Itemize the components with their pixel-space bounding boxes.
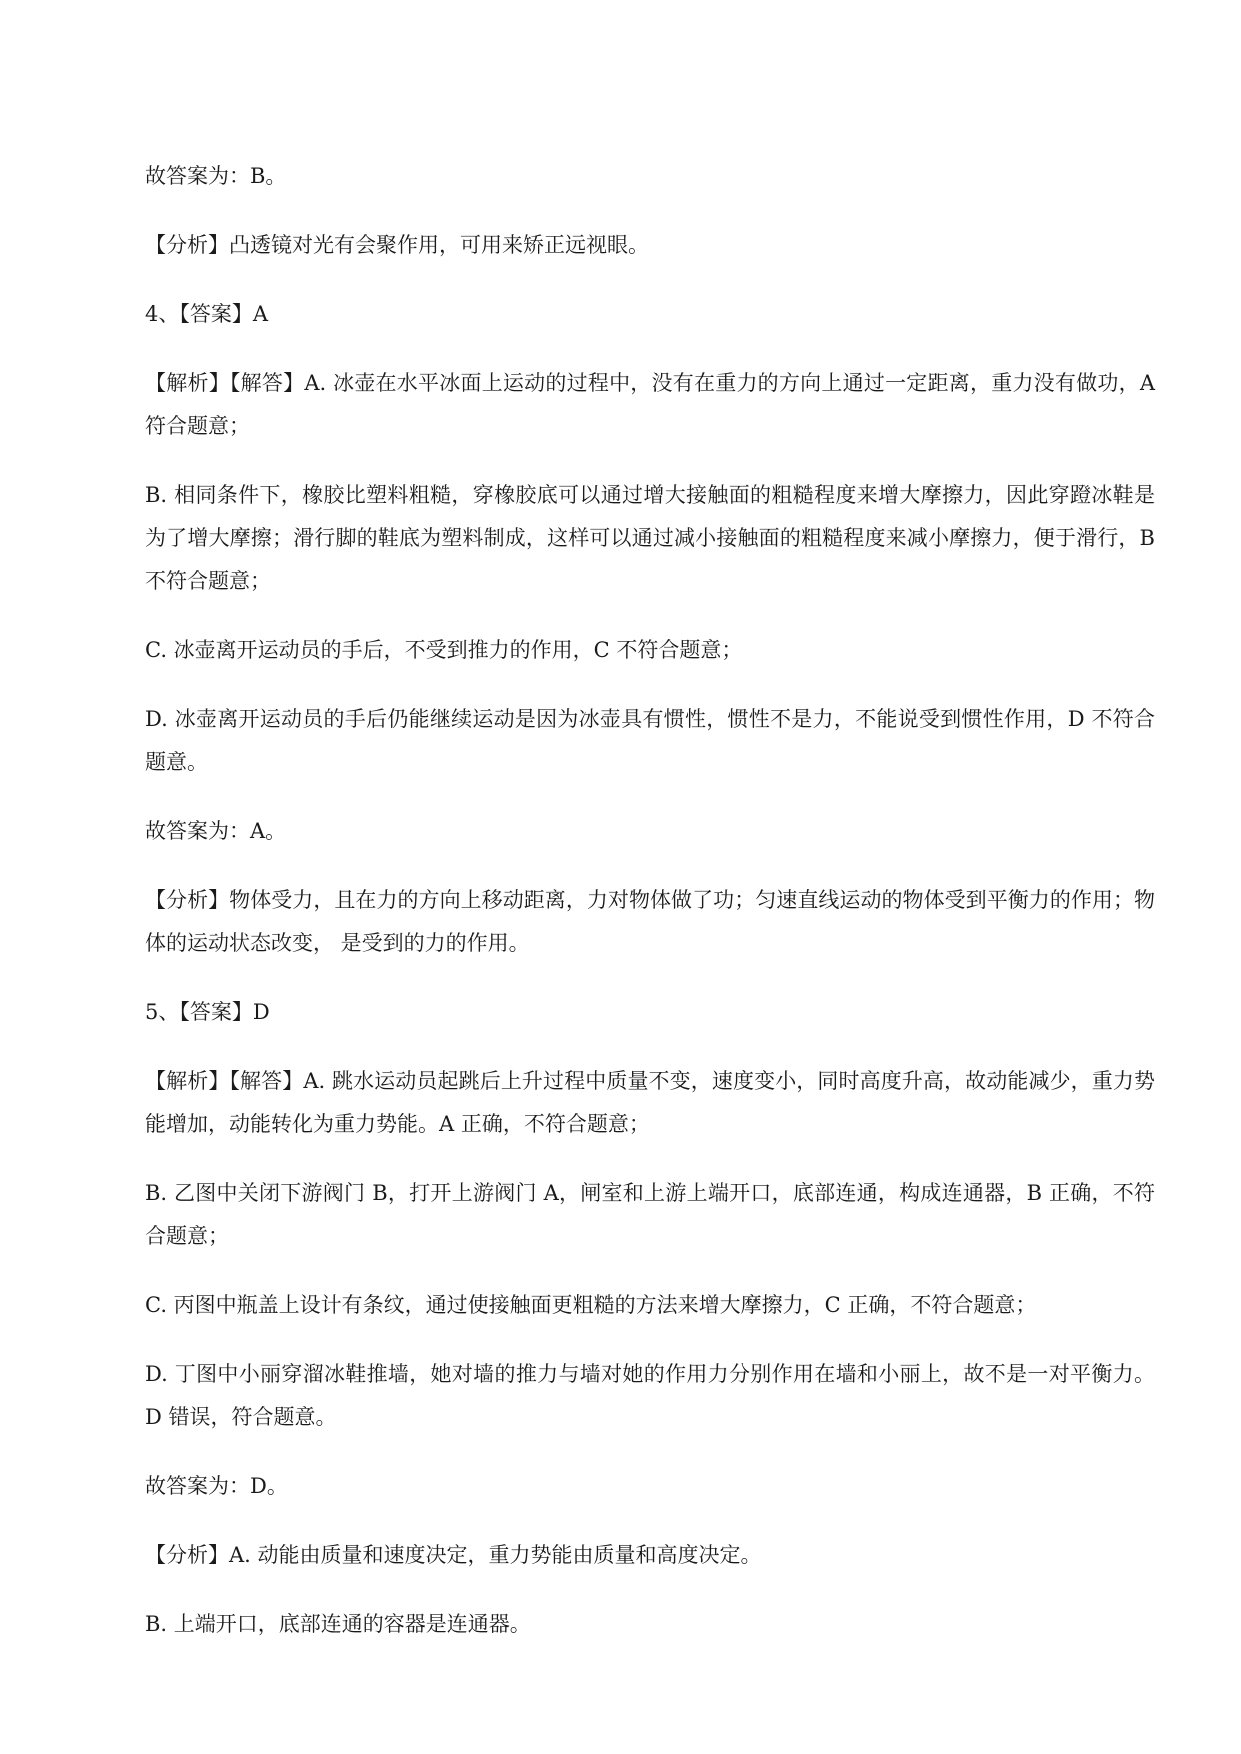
solution-paragraph-q4-d: D. 冰壶离开运动员的手后仍能继续运动是因为冰壶具有惯性，惯性不是力，不能说受到惯性作用，D 不符合题意。 [145,707,1155,774]
solution-paragraph-q4-c: C. 冰壶离开运动员的手后，不受到推力的作用，C 不符合题意； [145,638,743,662]
analysis-paragraph-q5-b: B. 上端开口，底部连通的容器是连通器。 [145,1612,531,1636]
solution-paragraph-q4-b: B. 相同条件下，橡胶比塑料粗糙，穿橡胶底可以通过增大接触面的粗糙程度来增大摩擦力，因此穿蹬冰鞋是为了增大摩擦；滑行脚的鞋底为塑料制成，这样可以通过减小接触面的粗糙程度来减小摩擦力，便于滑行，B 不符合题意； [145,483,1155,593]
solution-paragraph-q5-c: C. 丙图中瓶盖上设计有条纹，通过使接触面更粗糙的方法来增大摩擦力，C 正确，不符合题意； [145,1293,1037,1317]
answer-line-q5: 故答案为：D。 [145,1474,288,1498]
answer-line-q3: 故答案为：B。 [145,164,287,188]
answer-heading-q5: 5、【答案】D [145,1000,270,1024]
answer-heading-q4: 4、【答案】A [145,302,269,326]
analysis-paragraph-q5-a: 【分析】A. 动能由质量和速度决定，重力势能由质量和高度决定。 [145,1543,762,1567]
analysis-paragraph-q3: 【分析】凸透镜对光有会聚作用，可用来矫正远视眼。 [145,233,649,257]
answer-line-q4: 故答案为：A。 [145,819,287,843]
solution-paragraph-q4-a: 【解析】【解答】A. 冰壶在水平冰面上运动的过程中，没有在重力的方向上通过一定距离，重力没有做功，A 符合题意； [145,371,1155,438]
solution-paragraph-q5-a: 【解析】【解答】A. 跳水运动员起跳后上升过程中质量不变，速度变小，同时高度升高，故动能减少，重力势能增加，动能转化为重力势能。A 正确，不符合题意； [145,1069,1155,1136]
analysis-paragraph-q4: 【分析】物体受力，且在力的方向上移动距离，力对物体做了功；匀速直线运动的物体受到平衡力的作用；物体的运动状态改变， 是受到的力的作用。 [145,888,1155,955]
answer-explanation-text [145,155,1155,1672]
solution-paragraph-q5-d: D. 丁图中小丽穿溜冰鞋推墙，她对墙的推力与墙对她的作用力分别作用在墙和小丽上，故不是一对平衡力。D 错误，符合题意。 [145,1362,1155,1429]
solution-paragraph-q5-b: B. 乙图中关闭下游阀门 B，打开上游阀门 A，闸室和上游上端开口，底部连通，构成连通器，B 正确，不符合题意； [145,1181,1155,1248]
